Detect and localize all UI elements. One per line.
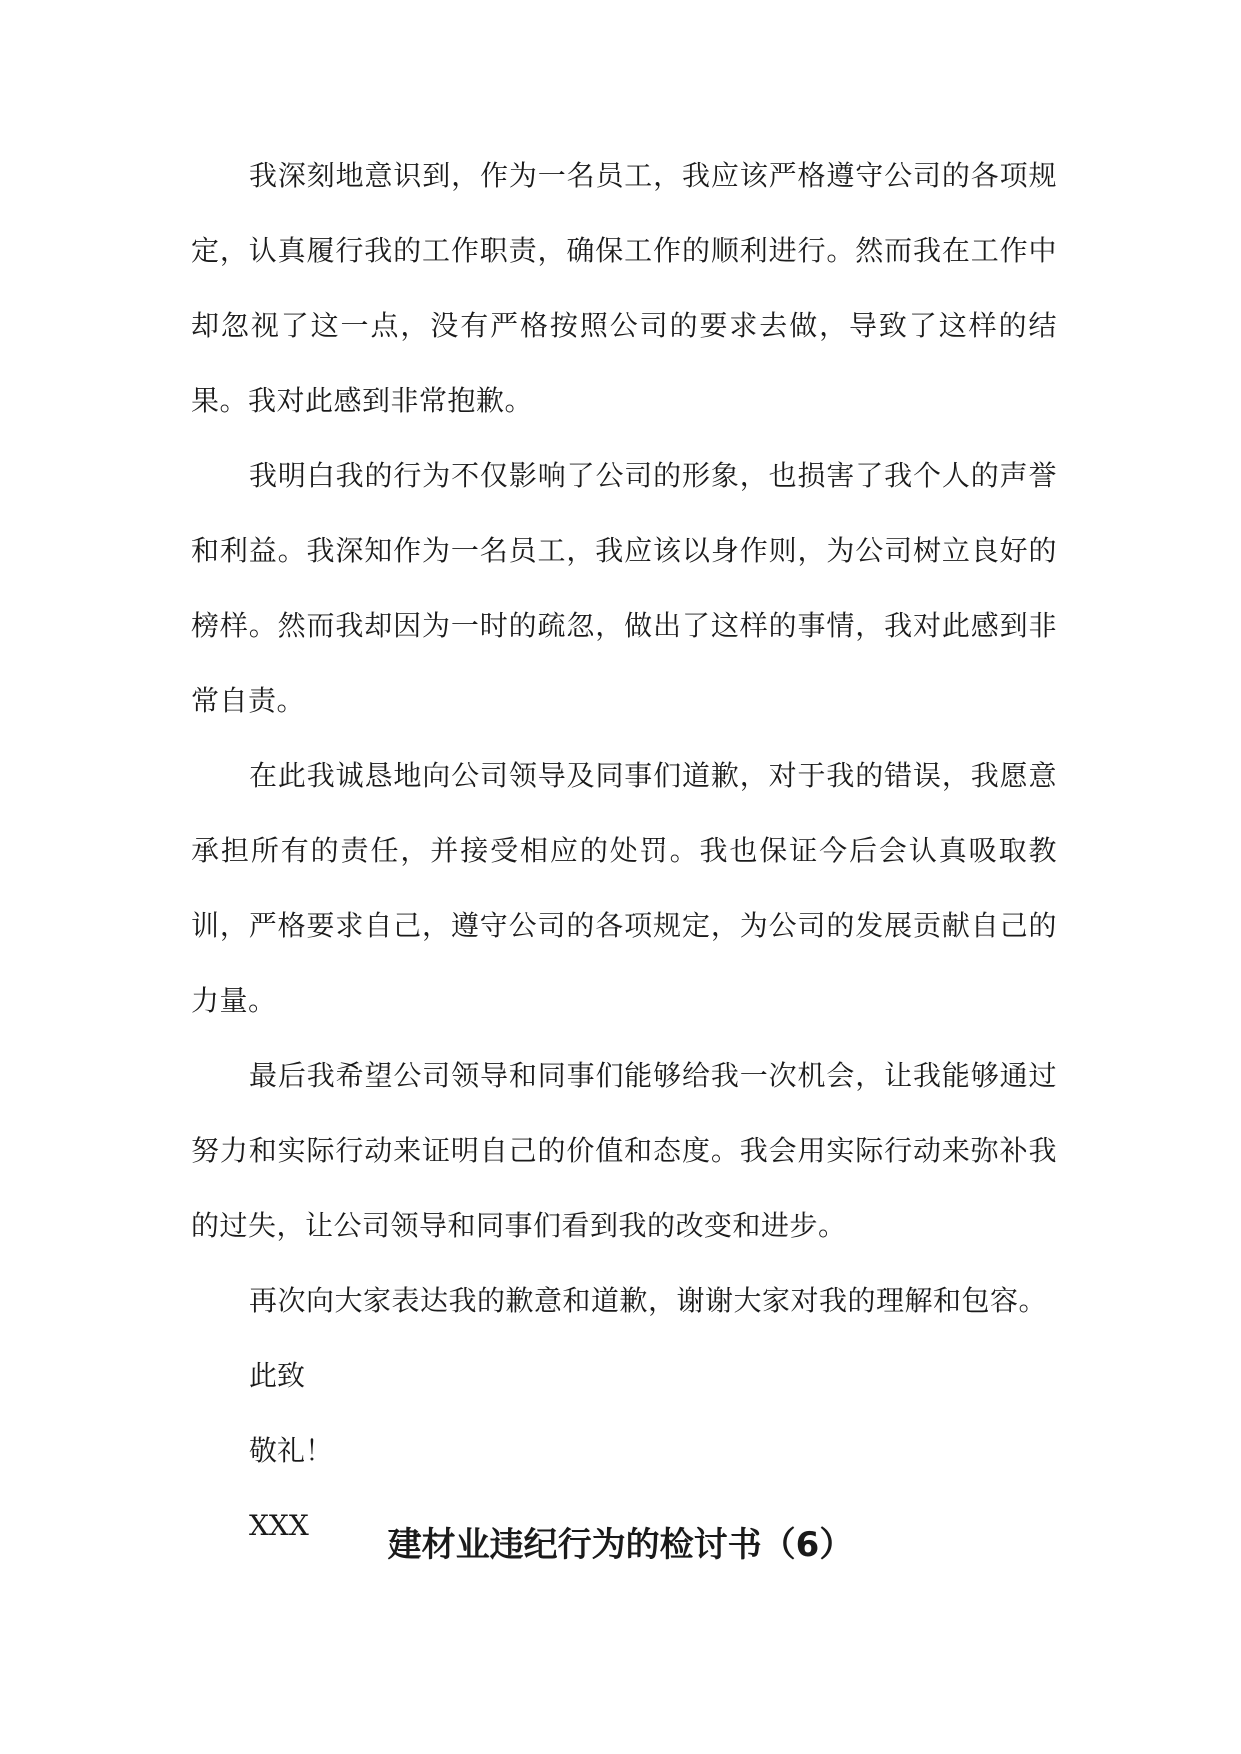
paragraph-1: 我深刻地意识到，作为一名员工，我应该严格遵守公司的各项规定，认真履行我的工作职责，确保工作的顺利进行。然而我在工作中却忽视了这一点，没有严格按照公司的要求去做，导致了这样的结果。我对此感到非常抱歉。 xyxy=(191,159,1057,417)
paragraph-3: 在此我诚恳地向公司领导及同事们道歉，对于我的错误，我愿意承担所有的责任，并接受相应的处罚。我也保证今后会认真吸取教训，严格要求自己，遵守公司的各项规定，为公司的发展贡献自己的力量。 xyxy=(191,759,1057,1017)
closing-line: 此致 xyxy=(249,1359,306,1392)
paragraph-2: 我明白我的行为不仅影响了公司的形象，也损害了我个人的声誉和利益。我深知作为一名员工，我应该以身作则，为公司树立良好的榜样。然而我却因为一时的疏忽，做出了这样的事情，我对此感到非常自责。 xyxy=(191,459,1057,717)
signature: XXX xyxy=(249,1509,309,1542)
letter-body xyxy=(191,138,1057,1563)
paragraph-4: 最后我希望公司领导和同事们能够给我一次机会，让我能够通过努力和实际行动来证明自己的价值和态度。我会用实际行动来弥补我的过失，让公司领导和同事们看到我的改变和进步。 xyxy=(191,1059,1057,1242)
paragraph-5: 再次向大家表达我的歉意和道歉，谢谢大家对我的理解和包容。 xyxy=(249,1284,1048,1317)
salutation-line: 敬礼！ xyxy=(249,1434,334,1467)
section-title: 建材业违纪行为的检讨书（6） xyxy=(387,1525,854,1565)
